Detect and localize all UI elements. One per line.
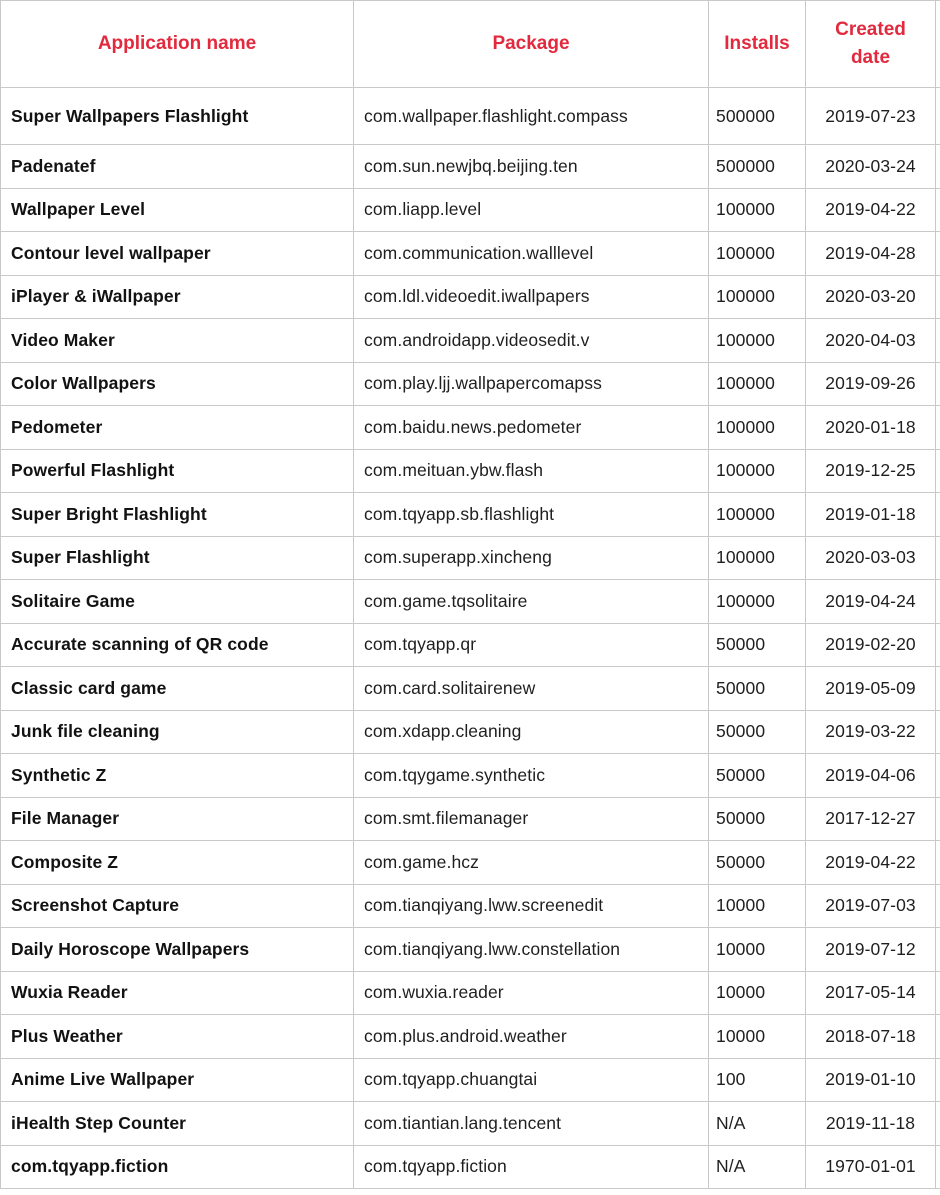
- table-row: [1, 928, 940, 972]
- package-cell: com.wuxia.reader: [354, 971, 709, 1015]
- created-date-cell: 2019-03-22: [806, 710, 936, 754]
- table-row: [1, 884, 940, 928]
- app-name-cell: iHealth Step Counter: [1, 1102, 354, 1146]
- table-row: [1, 1145, 940, 1189]
- table-row: [1, 667, 940, 711]
- app-name-cell: iPlayer & iWallpaper: [1, 275, 354, 319]
- installs-cell: 100000: [709, 362, 806, 406]
- created-date-cell: 2019-12-25: [806, 449, 936, 493]
- app-name-cell: Daily Horoscope Wallpapers: [1, 928, 354, 972]
- column-header-application-name: Application name: [1, 1, 354, 88]
- installs-cell: N/A: [709, 1102, 806, 1146]
- table-row: [1, 971, 940, 1015]
- installs-cell: 50000: [709, 797, 806, 841]
- partial-column-cell: [936, 1015, 940, 1059]
- app-name-cell: Super Flashlight: [1, 536, 354, 580]
- app-name-cell: Wuxia Reader: [1, 971, 354, 1015]
- package-cell: com.ldl.videoedit.iwallpapers: [354, 275, 709, 319]
- app-name-cell: Accurate scanning of QR code: [1, 623, 354, 667]
- created-date-cell: 2020-03-20: [806, 275, 936, 319]
- partial-column-cell: [936, 232, 940, 276]
- partial-column-cell: [936, 797, 940, 841]
- installs-cell: 500000: [709, 145, 806, 189]
- table-row: [1, 1102, 940, 1146]
- partial-column-cell: [936, 667, 940, 711]
- package-cell: com.xdapp.cleaning: [354, 710, 709, 754]
- installs-cell: 10000: [709, 1015, 806, 1059]
- package-cell: com.play.ljj.wallpapercomapss: [354, 362, 709, 406]
- table-row: [1, 188, 940, 232]
- table-row: [1, 406, 940, 450]
- package-cell: com.baidu.news.pedometer: [354, 406, 709, 450]
- package-cell: com.tqyapp.sb.flashlight: [354, 493, 709, 537]
- created-date-cell: 2019-04-24: [806, 580, 936, 624]
- created-date-cell: 2017-12-27: [806, 797, 936, 841]
- package-cell: com.tiantian.lang.tencent: [354, 1102, 709, 1146]
- installs-cell: 50000: [709, 667, 806, 711]
- app-name-cell: Color Wallpapers: [1, 362, 354, 406]
- installs-cell: 100000: [709, 232, 806, 276]
- installs-cell: 500000: [709, 88, 806, 145]
- table-row: [1, 493, 940, 537]
- table-row: [1, 623, 940, 667]
- column-header-created-date-label: Created date: [835, 19, 906, 68]
- created-date-cell: 2019-07-03: [806, 884, 936, 928]
- package-cell: com.androidapp.videosedit.v: [354, 319, 709, 363]
- created-date-cell: 2018-07-18: [806, 1015, 936, 1059]
- table-row: [1, 449, 940, 493]
- created-date-cell: 1970-01-01: [806, 1145, 936, 1189]
- app-name-cell: com.tqyapp.fiction: [1, 1145, 354, 1189]
- app-name-cell: Anime Live Wallpaper: [1, 1058, 354, 1102]
- table-row: [1, 362, 940, 406]
- table-row: [1, 232, 940, 276]
- partial-column-cell: [936, 754, 940, 798]
- partial-column-cell: [936, 406, 940, 450]
- installs-cell: 50000: [709, 754, 806, 798]
- package-cell: com.wallpaper.flashlight.compass: [354, 88, 709, 145]
- partial-column-cell: [936, 319, 940, 363]
- created-date-cell: 2019-02-20: [806, 623, 936, 667]
- partial-column-cell: [936, 623, 940, 667]
- table-body: [1, 88, 940, 1189]
- table-row: [1, 1058, 940, 1102]
- created-date-cell: 2020-04-03: [806, 319, 936, 363]
- partial-column-cell: [936, 1058, 940, 1102]
- app-name-cell: Pedometer: [1, 406, 354, 450]
- table-row: [1, 275, 940, 319]
- created-date-cell: 2019-07-12: [806, 928, 936, 972]
- created-date-cell: 2019-04-06: [806, 754, 936, 798]
- partial-column-cell: [936, 188, 940, 232]
- app-name-cell: Composite Z: [1, 841, 354, 885]
- app-name-cell: Solitaire Game: [1, 580, 354, 624]
- app-name-cell: Contour level wallpaper: [1, 232, 354, 276]
- installs-cell: 10000: [709, 928, 806, 972]
- created-date-cell: 2019-01-18: [806, 493, 936, 537]
- created-date-cell: 2019-09-26: [806, 362, 936, 406]
- app-name-cell: Synthetic Z: [1, 754, 354, 798]
- app-name-cell: Super Bright Flashlight: [1, 493, 354, 537]
- column-header-created-date: [806, 1, 936, 88]
- installs-cell: 50000: [709, 710, 806, 754]
- created-date-cell: 2019-11-18: [806, 1102, 936, 1146]
- table-row: [1, 1015, 940, 1059]
- app-name-cell: Padenatef: [1, 145, 354, 189]
- partial-column-header: [936, 1, 940, 88]
- created-date-cell: 2019-04-22: [806, 188, 936, 232]
- created-date-cell: 2019-07-23: [806, 88, 936, 145]
- package-cell: com.smt.filemanager: [354, 797, 709, 841]
- package-cell: com.plus.android.weather: [354, 1015, 709, 1059]
- package-cell: com.tqyapp.chuangtai: [354, 1058, 709, 1102]
- partial-column-cell: [936, 841, 940, 885]
- installs-cell: 100000: [709, 580, 806, 624]
- partial-column-cell: [936, 88, 940, 145]
- installs-cell: 100000: [709, 275, 806, 319]
- package-cell: com.game.tqsolitaire: [354, 580, 709, 624]
- created-date-cell: 2019-01-10: [806, 1058, 936, 1102]
- table-row: [1, 580, 940, 624]
- installs-cell: N/A: [709, 1145, 806, 1189]
- app-name-cell: Junk file cleaning: [1, 710, 354, 754]
- installs-cell: 100000: [709, 493, 806, 537]
- package-cell: com.card.solitairenew: [354, 667, 709, 711]
- header-row: [1, 1, 940, 88]
- created-date-cell: 2019-04-22: [806, 841, 936, 885]
- partial-column-cell: [936, 710, 940, 754]
- partial-column-cell: [936, 145, 940, 189]
- table-row: [1, 841, 940, 885]
- installs-cell: 100000: [709, 449, 806, 493]
- partial-column-cell: [936, 493, 940, 537]
- installs-cell: 100000: [709, 536, 806, 580]
- app-name-cell: Screenshot Capture: [1, 884, 354, 928]
- app-name-cell: Super Wallpapers Flashlight: [1, 88, 354, 145]
- package-cell: com.superapp.xincheng: [354, 536, 709, 580]
- package-cell: com.liapp.level: [354, 188, 709, 232]
- table-row: [1, 536, 940, 580]
- installs-cell: 100000: [709, 406, 806, 450]
- app-name-cell: Wallpaper Level: [1, 188, 354, 232]
- package-cell: com.tianqiyang.lww.screenedit: [354, 884, 709, 928]
- created-date-cell: 2020-03-03: [806, 536, 936, 580]
- table-row: [1, 319, 940, 363]
- partial-column-cell: [936, 362, 940, 406]
- installs-cell: 100000: [709, 319, 806, 363]
- table-row: [1, 797, 940, 841]
- installs-cell: 50000: [709, 841, 806, 885]
- partial-column-cell: [936, 1145, 940, 1189]
- column-header-package: Package: [354, 1, 709, 88]
- package-cell: com.communication.walllevel: [354, 232, 709, 276]
- created-date-cell: 2020-01-18: [806, 406, 936, 450]
- package-cell: com.tianqiyang.lww.constellation: [354, 928, 709, 972]
- table-row: [1, 710, 940, 754]
- partial-column-cell: [936, 275, 940, 319]
- app-name-cell: Powerful Flashlight: [1, 449, 354, 493]
- partial-column-cell: [936, 971, 940, 1015]
- created-date-cell: 2019-05-09: [806, 667, 936, 711]
- package-cell: com.game.hcz: [354, 841, 709, 885]
- created-date-cell: 2019-04-28: [806, 232, 936, 276]
- column-header-installs: Installs: [709, 1, 806, 88]
- partial-column-cell: [936, 580, 940, 624]
- table-row: [1, 754, 940, 798]
- created-date-cell: 2017-05-14: [806, 971, 936, 1015]
- package-cell: com.tqygame.synthetic: [354, 754, 709, 798]
- package-cell: com.tqyapp.fiction: [354, 1145, 709, 1189]
- partial-column-cell: [936, 928, 940, 972]
- app-name-cell: Video Maker: [1, 319, 354, 363]
- table-row: [1, 145, 940, 189]
- app-name-cell: File Manager: [1, 797, 354, 841]
- package-cell: com.sun.newjbq.beijing.ten: [354, 145, 709, 189]
- app-name-cell: Classic card game: [1, 667, 354, 711]
- package-cell: com.meituan.ybw.flash: [354, 449, 709, 493]
- installs-cell: 50000: [709, 623, 806, 667]
- installs-cell: 100: [709, 1058, 806, 1102]
- created-date-cell: 2020-03-24: [806, 145, 936, 189]
- installs-cell: 100000: [709, 188, 806, 232]
- partial-column-cell: [936, 1102, 940, 1146]
- table-row: [1, 88, 940, 145]
- app-name-cell: Plus Weather: [1, 1015, 354, 1059]
- table-header: [1, 1, 940, 88]
- installs-cell: 10000: [709, 884, 806, 928]
- installs-cell: 10000: [709, 971, 806, 1015]
- package-cell: com.tqyapp.qr: [354, 623, 709, 667]
- partial-column-cell: [936, 884, 940, 928]
- partial-column-cell: [936, 536, 940, 580]
- partial-column-cell: [936, 449, 940, 493]
